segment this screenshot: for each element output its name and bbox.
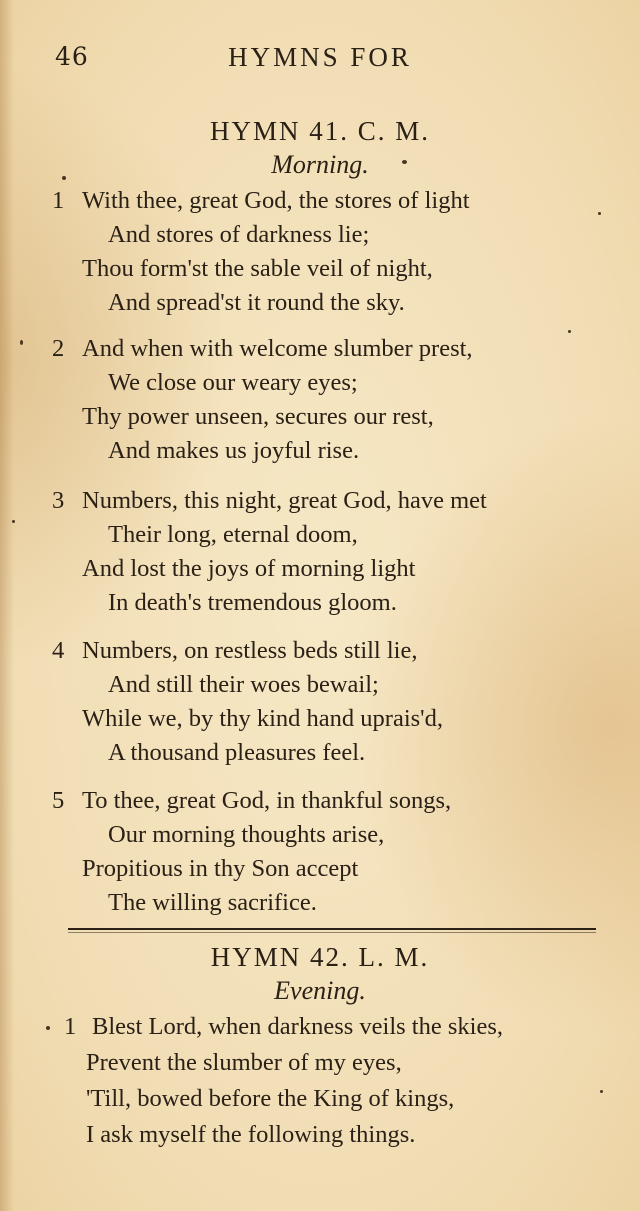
paper-speck: [600, 1090, 603, 1093]
verse-line: Numbers, this night, great God, have met: [82, 487, 487, 514]
verse-line: Thy power unseen, secures our rest,: [82, 403, 434, 430]
paper-speck: [62, 176, 66, 180]
verse-line: I ask myself the following things.: [86, 1121, 416, 1148]
verse-line: Propitious in thy Son accept: [82, 855, 359, 882]
verse-line: And spread'st it round the sky.: [108, 289, 405, 316]
paper-speck: [12, 520, 15, 523]
stanza-number: 4: [52, 637, 65, 664]
verse-line: And when with welcome slumber prest,: [82, 335, 473, 362]
stanza-number: 1: [64, 1013, 77, 1040]
verse-line: And lost the joys of morning light: [82, 555, 416, 582]
verse-line: With thee, great God, the stores of light: [82, 187, 470, 214]
hymn-42-heading: HYMN 42. L. M.: [210, 942, 430, 972]
paper-speck: [402, 160, 407, 164]
verse-line: Thou form'st the sable veil of night,: [82, 255, 433, 282]
page-edge-shadow: [0, 0, 14, 1211]
verse-line: Prevent the slumber of my eyes,: [86, 1049, 402, 1076]
verse-line: Blest Lord, when darkness veils the skies,: [92, 1013, 503, 1040]
verse-line: In death's tremendous gloom.: [108, 589, 397, 616]
stanza-number: 2: [52, 335, 65, 362]
running-title: HYMNS FOR: [228, 42, 412, 72]
verse-line: And still their woes bewail;: [108, 671, 379, 698]
verse-line: Our morning thoughts arise,: [108, 821, 385, 848]
paper-speck: [568, 330, 571, 333]
verse-line: Numbers, on restless beds still lie,: [82, 637, 418, 664]
verse-line: 'Till, bowed before the King of kings,: [86, 1085, 455, 1112]
page-number: 46: [55, 42, 89, 71]
verse-line: Their long, eternal doom,: [108, 521, 358, 548]
verse-line: And makes us joyful rise.: [108, 437, 360, 464]
verse-line: And stores of darkness lie;: [108, 221, 370, 248]
verse-line: While we, by thy kind hand uprais'd,: [82, 705, 443, 732]
paper-speck: [46, 1026, 50, 1030]
stanza-number: 1: [52, 187, 65, 214]
stanza-number: 3: [52, 487, 65, 514]
verse-line: We close our weary eyes;: [108, 369, 358, 396]
paper-speck: [20, 340, 23, 345]
verse-line: To thee, great God, in thankful songs,: [82, 787, 452, 814]
stanza-number: 5: [52, 787, 65, 814]
hymn-41-heading: HYMN 41. C. M.: [209, 116, 431, 146]
section-divider: [68, 928, 596, 930]
hymn-42-subtitle: Evening.: [274, 976, 366, 1005]
running-head: [0, 42, 640, 76]
paper-speck: [598, 212, 601, 215]
hymn-41-subtitle: Morning.: [271, 150, 369, 179]
verse-line: The willing sacrifice.: [108, 889, 317, 916]
verse-line: A thousand pleasures feel.: [108, 739, 366, 766]
